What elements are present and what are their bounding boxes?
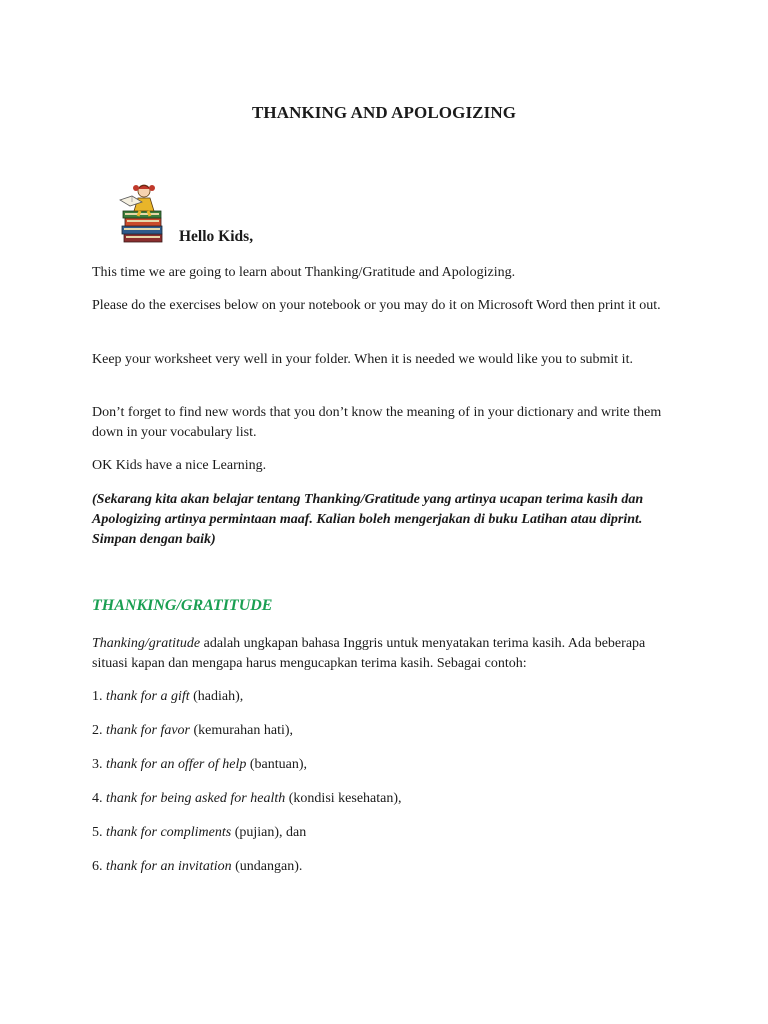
intro-paragraph-1: This time we are going to learn about Thanking/Gratitude and Apologizing.: [92, 265, 516, 280]
list-item: [92, 687, 682, 707]
list-item-number: 4.: [92, 791, 106, 806]
list-item: [92, 823, 682, 843]
lead-text: adalah ungkapan bahasa Inggris untuk menyatakan terima kasih. Ada beberapa situasi kapan dan mengapa harus mengucapkan terima kasih. Sebagai contoh:: [92, 636, 646, 671]
list-item-number: 3.: [92, 757, 106, 772]
list-item-number: 6.: [92, 859, 106, 874]
intro-paragraph-5: OK Kids have a nice Learning.: [92, 458, 267, 473]
section-lead: [92, 634, 682, 674]
list-item-text: (kemurahan hati),: [190, 723, 294, 738]
section-title: THANKING/GRATITUDE: [92, 597, 273, 614]
intro-paragraph-2: Please do the exercises below on your notebook or you may do it on Microsoft Word then print it out.: [92, 298, 661, 313]
list-item-term: thank for favor: [106, 723, 190, 738]
list-item: [92, 857, 682, 877]
list-item-term: thank for an offer of help: [106, 757, 247, 772]
page-title: THANKING AND APOLOGIZING: [251, 103, 517, 122]
list-item-text: (kondisi kesehatan),: [285, 791, 402, 806]
list-item: [92, 789, 682, 809]
list-item-number: 2.: [92, 723, 106, 738]
list-item-term: thank for an invitation: [106, 859, 232, 874]
list-item-text: (bantuan),: [246, 757, 308, 772]
list-item-term: thank for being asked for health: [106, 791, 286, 806]
intro-translation: (Sekarang kita akan belajar tentang Thanking/Gratitude yang artinya ucapan terima kasih dan Apologizing artinya permintaan maaf. Kalian boleh mengerjakan di buku Latihan atau diprint. Simpan dengan baik): [92, 492, 644, 547]
list-item: [92, 755, 682, 775]
greeting: Hello Kids,: [179, 228, 254, 245]
list-item-number: 5.: [92, 825, 106, 840]
list-item-text: (pujian), dan: [231, 825, 307, 840]
list-item-number: 1.: [92, 689, 106, 704]
list-item-text: (undangan).: [231, 859, 303, 874]
list-item-text: (hadiah),: [189, 689, 244, 704]
lead-term: Thanking/gratitude: [92, 636, 201, 651]
list-item-term: thank for a gift: [106, 689, 190, 704]
intro-paragraph-3: Keep your worksheet very well in your folder. When it is needed we would like you to submit it.: [92, 352, 633, 367]
girl-reading-on-books-icon: [112, 178, 168, 246]
list-item-term: thank for compliments: [106, 825, 232, 840]
intro-paragraph-4: Don’t forget to find new words that you don’t know the meaning of in your dictionary and write them down in your vocabulary list.: [92, 405, 662, 440]
list-item: [92, 721, 682, 741]
